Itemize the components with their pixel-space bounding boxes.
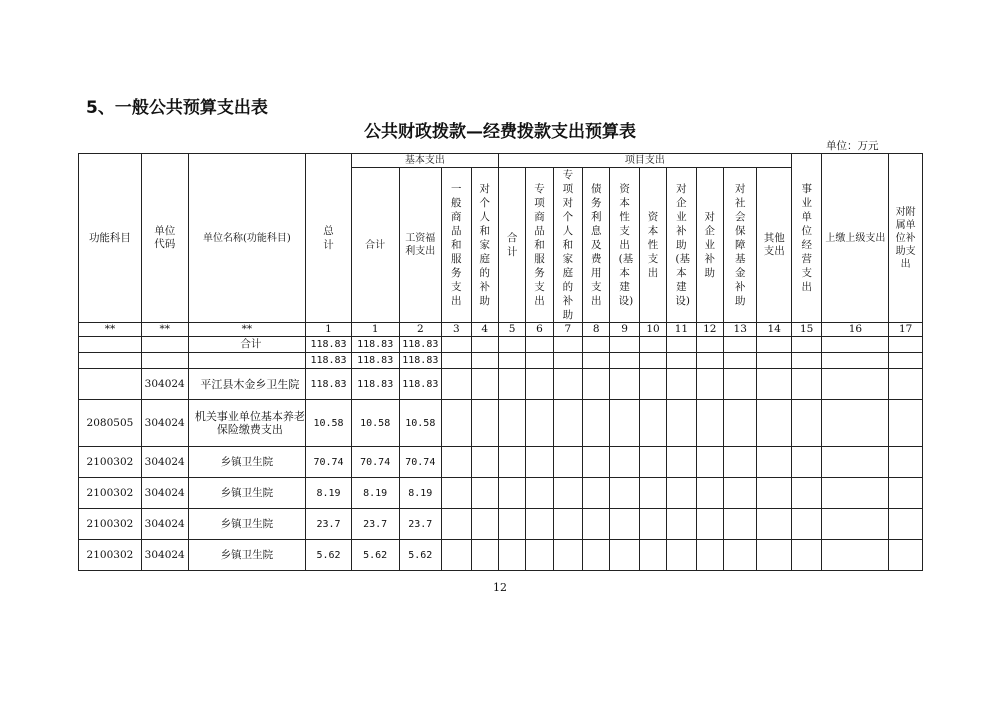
empty-cell (723, 337, 756, 353)
unit-code-cell: 304024 (141, 509, 188, 540)
empty-cell (696, 369, 723, 400)
empty-cell (791, 400, 821, 447)
data-rows (79, 337, 923, 571)
empty-cell (667, 478, 696, 509)
header-general-goods: 一般商品和服务支出 (442, 168, 471, 323)
wage-welfare-cell: 118.83 (399, 337, 442, 353)
empty-cell (583, 369, 610, 400)
empty-cell (889, 400, 923, 447)
empty-cell (639, 369, 666, 400)
empty-cell (498, 353, 525, 369)
empty-cell (696, 400, 723, 447)
empty-cell (583, 447, 610, 478)
total-cell: 118.83 (306, 353, 352, 369)
wage-welfare-cell: 23.7 (399, 509, 442, 540)
empty-cell (696, 540, 723, 571)
empty-cell (553, 369, 582, 400)
table-row (79, 447, 923, 478)
empty-cell (696, 447, 723, 478)
index-cell: 4 (471, 323, 498, 337)
index-cell: 12 (696, 323, 723, 337)
func-subject-cell (79, 369, 142, 400)
empty-cell (757, 400, 792, 447)
empty-cell (610, 540, 639, 571)
unit-code-cell: 304024 (141, 447, 188, 478)
header-basic-group: 基本支出 (351, 154, 498, 168)
empty-cell (583, 478, 610, 509)
table-row (79, 478, 923, 509)
empty-cell (723, 447, 756, 478)
table-row (79, 400, 923, 447)
empty-cell (667, 509, 696, 540)
empty-cell (667, 447, 696, 478)
index-cell: 1 (306, 323, 352, 337)
empty-cell (889, 337, 923, 353)
empty-cell (553, 509, 582, 540)
empty-cell (791, 509, 821, 540)
empty-cell (757, 353, 792, 369)
empty-cell (639, 400, 666, 447)
wage-welfare-cell: 10.58 (399, 400, 442, 447)
index-cell: 17 (889, 323, 923, 337)
unit-code-cell (141, 337, 188, 353)
wage-welfare-cell: 70.74 (399, 447, 442, 478)
index-cell: 7 (553, 323, 582, 337)
header-unit-code: 单位代码 (141, 154, 188, 323)
empty-cell (583, 353, 610, 369)
empty-cell (822, 369, 889, 400)
empty-cell (791, 540, 821, 571)
index-cell: 13 (723, 323, 756, 337)
empty-cell (553, 400, 582, 447)
total-cell: 5.62 (306, 540, 352, 571)
unit-code-cell: 304024 (141, 400, 188, 447)
header-func-subject: 功能科目 (79, 154, 142, 323)
empty-cell (471, 400, 498, 447)
total-cell: 70.74 (306, 447, 352, 478)
empty-cell (889, 509, 923, 540)
empty-cell (471, 478, 498, 509)
empty-cell (889, 369, 923, 400)
empty-cell (822, 540, 889, 571)
table-row (79, 540, 923, 571)
header-unit-name: 单位名称(功能科目) (188, 154, 306, 323)
empty-cell (442, 353, 471, 369)
empty-cell (639, 478, 666, 509)
wage-welfare-cell: 118.83 (399, 369, 442, 400)
header-capital-basic: 资本性支出(基本建设) (610, 168, 639, 323)
header-subsidiary-units: 对附属单位补助支出 (889, 154, 923, 323)
func-subject-cell: 2100302 (79, 478, 142, 509)
empty-cell (498, 337, 525, 353)
empty-cell (822, 447, 889, 478)
empty-cell (610, 478, 639, 509)
budget-table (78, 153, 923, 571)
func-subject-cell: 2100302 (79, 540, 142, 571)
header-enterprise-basic: 对企业补助(基本建设) (667, 168, 696, 323)
basic-total-cell: 5.62 (351, 540, 399, 571)
empty-cell (553, 478, 582, 509)
unit-label: 单位：万元 (826, 140, 879, 152)
empty-cell (471, 509, 498, 540)
index-cell: 10 (639, 323, 666, 337)
header-row-groups (79, 154, 923, 168)
empty-cell (471, 369, 498, 400)
empty-cell (639, 540, 666, 571)
empty-cell (639, 447, 666, 478)
empty-cell (498, 540, 525, 571)
index-cell: 11 (667, 323, 696, 337)
empty-cell (442, 369, 471, 400)
unit-name-cell: 机关事业单位基本养老保险缴费支出 (188, 400, 306, 447)
func-subject-cell (79, 353, 142, 369)
total-cell: 118.83 (306, 337, 352, 353)
empty-cell (498, 400, 525, 447)
empty-cell (498, 369, 525, 400)
empty-cell (723, 478, 756, 509)
func-subject-cell: 2080505 (79, 400, 142, 447)
empty-cell (442, 509, 471, 540)
empty-cell (471, 447, 498, 478)
empty-cell (822, 478, 889, 509)
index-cell: 6 (526, 323, 553, 337)
empty-cell (553, 447, 582, 478)
empty-cell (889, 353, 923, 369)
empty-cell (791, 478, 821, 509)
empty-cell (757, 509, 792, 540)
empty-cell (757, 337, 792, 353)
empty-cell (610, 400, 639, 447)
unit-name-cell (188, 353, 306, 369)
empty-cell (822, 337, 889, 353)
empty-cell (757, 478, 792, 509)
total-cell: 23.7 (306, 509, 352, 540)
wage-welfare-cell: 8.19 (399, 478, 442, 509)
empty-cell (526, 400, 553, 447)
header-other: 其他支出 (757, 168, 792, 323)
empty-cell (723, 540, 756, 571)
index-cell: 3 (442, 323, 471, 337)
empty-cell (471, 540, 498, 571)
basic-total-cell: 10.58 (351, 400, 399, 447)
basic-total-cell: 23.7 (351, 509, 399, 540)
unit-name-cell: 乡镇卫生院 (188, 540, 306, 571)
wage-welfare-cell: 5.62 (399, 540, 442, 571)
empty-cell (471, 353, 498, 369)
header-turnover-superior: 上缴上级支出 (822, 154, 889, 323)
section-heading: 5、一般公共预算支出表 (86, 98, 268, 118)
header-business-operating: 事业单位经营支出 (791, 154, 821, 323)
basic-total-cell: 118.83 (351, 337, 399, 353)
empty-cell (791, 337, 821, 353)
empty-cell (498, 447, 525, 478)
empty-cell (526, 369, 553, 400)
empty-cell (442, 447, 471, 478)
empty-cell (553, 540, 582, 571)
empty-cell (696, 353, 723, 369)
empty-cell (610, 509, 639, 540)
empty-cell (696, 509, 723, 540)
empty-cell (667, 369, 696, 400)
empty-cell (610, 337, 639, 353)
empty-cell (639, 509, 666, 540)
empty-cell (667, 400, 696, 447)
empty-cell (791, 353, 821, 369)
table-title: 公共财政拨款—经费拨款支出预算表 (364, 122, 636, 142)
func-subject-cell: 2100302 (79, 509, 142, 540)
unit-name-cell: 合计 (188, 337, 306, 353)
empty-cell (791, 369, 821, 400)
page-number: 12 (493, 581, 507, 594)
empty-cell (822, 353, 889, 369)
empty-cell (667, 337, 696, 353)
empty-cell (822, 509, 889, 540)
index-cell: ** (79, 323, 142, 337)
index-cell: 14 (757, 323, 792, 337)
unit-code-cell: 304024 (141, 369, 188, 400)
unit-name-cell: 乡镇卫生院 (188, 478, 306, 509)
empty-cell (583, 509, 610, 540)
empty-cell (889, 478, 923, 509)
index-cell: ** (188, 323, 306, 337)
empty-cell (526, 509, 553, 540)
empty-cell (667, 540, 696, 571)
empty-cell (442, 337, 471, 353)
unit-name-cell: 乡镇卫生院 (188, 447, 306, 478)
empty-cell (583, 540, 610, 571)
table-row (79, 369, 923, 400)
empty-cell (757, 540, 792, 571)
empty-cell (723, 369, 756, 400)
index-row (79, 323, 923, 337)
header-personal-family: 对个人和家庭的补助 (471, 168, 498, 323)
index-cell: 9 (610, 323, 639, 337)
empty-cell (526, 353, 553, 369)
empty-cell (526, 447, 553, 478)
empty-cell (526, 478, 553, 509)
empty-cell (723, 400, 756, 447)
unit-code-cell: 304024 (141, 478, 188, 509)
index-cell: ** (141, 323, 188, 337)
empty-cell (553, 353, 582, 369)
wage-welfare-cell: 118.83 (399, 353, 442, 369)
total-cell: 10.58 (306, 400, 352, 447)
empty-cell (667, 353, 696, 369)
empty-cell (791, 447, 821, 478)
total-cell: 8.19 (306, 478, 352, 509)
empty-cell (526, 540, 553, 571)
index-cell: 2 (399, 323, 442, 337)
unit-code-cell (141, 353, 188, 369)
index-cell: 1 (351, 323, 399, 337)
header-wage-welfare: 工资福利支出 (399, 168, 442, 323)
empty-cell (610, 369, 639, 400)
empty-cell (498, 478, 525, 509)
header-special-goods: 专项商品和服务支出 (526, 168, 553, 323)
empty-cell (639, 353, 666, 369)
empty-cell (583, 400, 610, 447)
total-cell: 118.83 (306, 369, 352, 400)
empty-cell (696, 478, 723, 509)
header-social-security: 对社会保障基金补助 (723, 168, 756, 323)
basic-total-cell: 70.74 (351, 447, 399, 478)
func-subject-cell (79, 337, 142, 353)
empty-cell (889, 540, 923, 571)
index-cell: 8 (583, 323, 610, 337)
header-special-personal: 专项对个人和家庭的补助 (553, 168, 582, 323)
empty-cell (757, 369, 792, 400)
empty-cell (822, 400, 889, 447)
basic-total-cell: 118.83 (351, 369, 399, 400)
empty-cell (639, 337, 666, 353)
empty-cell (610, 447, 639, 478)
empty-cell (696, 337, 723, 353)
empty-cell (723, 509, 756, 540)
empty-cell (442, 540, 471, 571)
empty-cell (442, 400, 471, 447)
unit-code-cell: 304024 (141, 540, 188, 571)
table-row (79, 337, 923, 353)
empty-cell (553, 337, 582, 353)
unit-name-cell: 平江县木金乡卫生院 (188, 369, 306, 400)
empty-cell (442, 478, 471, 509)
header-total: 总计 (306, 154, 352, 323)
empty-cell (889, 447, 923, 478)
unit-name-cell: 乡镇卫生院 (188, 509, 306, 540)
empty-cell (610, 353, 639, 369)
header-enterprise: 对企业补助 (696, 168, 723, 323)
header-basic-total: 合计 (351, 168, 399, 323)
index-cell: 16 (822, 323, 889, 337)
header-debt-interest: 债务利息及费用支出 (583, 168, 610, 323)
empty-cell (498, 509, 525, 540)
table-row (79, 509, 923, 540)
header-project-group: 项目支出 (498, 154, 791, 168)
index-cell: 15 (791, 323, 821, 337)
empty-cell (471, 337, 498, 353)
index-cell: 5 (498, 323, 525, 337)
basic-total-cell: 8.19 (351, 478, 399, 509)
header-proj-total: 合计 (498, 168, 525, 323)
empty-cell (757, 447, 792, 478)
header-capital: 资本性支出 (639, 168, 666, 323)
basic-total-cell: 118.83 (351, 353, 399, 369)
func-subject-cell: 2100302 (79, 447, 142, 478)
empty-cell (583, 337, 610, 353)
empty-cell (526, 337, 553, 353)
empty-cell (723, 353, 756, 369)
table-row (79, 353, 923, 369)
